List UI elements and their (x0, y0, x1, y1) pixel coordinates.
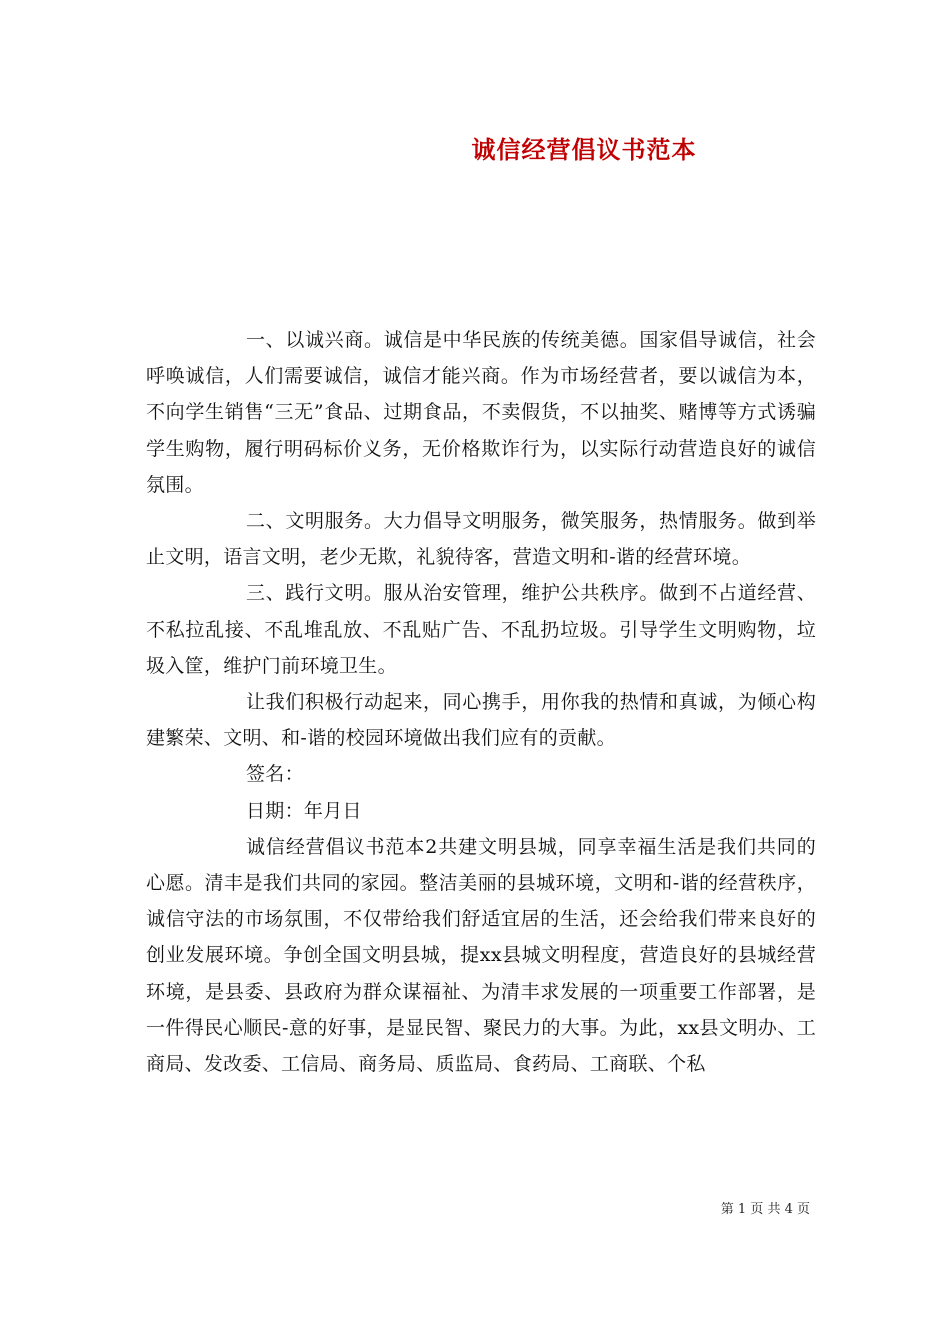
paragraph-second-section: 诚信经营倡议书范本2共建文明县城，同享幸福生活是我们共同的心愿。清丰是我们共同的家园。整洁美丽的县城环境，文明和-谐的经营秩序，诚信守法的市场氛围，不仅带给我们舒适宜居的生活，还会给我们带来良好的创业发展环境。争创全国文明县城，提xx县城文明程度，营造良好的县城经营环境，是县委、县政府为群众谋福祉、为清丰求发展的一项重要工作部署，是一件得民心顺民-意的好事，是显民智、聚民力的大事。为此，xx县文明办、工商局、发改委、工信局、商务局、质监局、食药局、工商联、个私 (146, 835, 816, 1076)
date-label: 日期：年月日 (246, 799, 362, 822)
signature-label: 签名： (246, 763, 304, 786)
page-number: 第 1 页 共 4 页 (720, 1202, 810, 1217)
page-title: 诚信经营倡议书范本 (471, 135, 697, 164)
paragraph-honest-business: 一、以诚兴商。诚信是中华民族的传统美德。国家倡导诚信，社会呼唤诚信，人们需要诚信，诚信才能兴商。作为市场经营者，要以诚信为本，不向学生销售“三无”食品、过期食品，不卖假货，不以抽奖、赌博等方式诱骗学生购物，履行明码标价义务，无价格欺诈行为，以实际行动营造良好的诚信氛围。 (146, 329, 816, 496)
paragraph-call-to-action: 让我们积极行动起来，同心携手，用你我的热情和真诚，为倾心构建繁荣、文明、和-谐的校园环境做出我们应有的贡献。 (146, 691, 816, 750)
document-body (146, 322, 816, 1082)
paragraph-civil-service: 二、文明服务。大力倡导文明服务，微笑服务，热情服务。做到举止文明，语言文明，老少无欺，礼貌待客，营造文明和-谐的经营环境。 (146, 510, 816, 569)
paragraph-practice-civility: 三、践行文明。服从治安管理，维护公共秩序。做到不占道经营、不私拉乱接、不乱堆乱放、不乱贴广告、不乱扔垃圾。引导学生文明购物，垃圾入筐，维护门前环境卫生。 (146, 582, 816, 677)
